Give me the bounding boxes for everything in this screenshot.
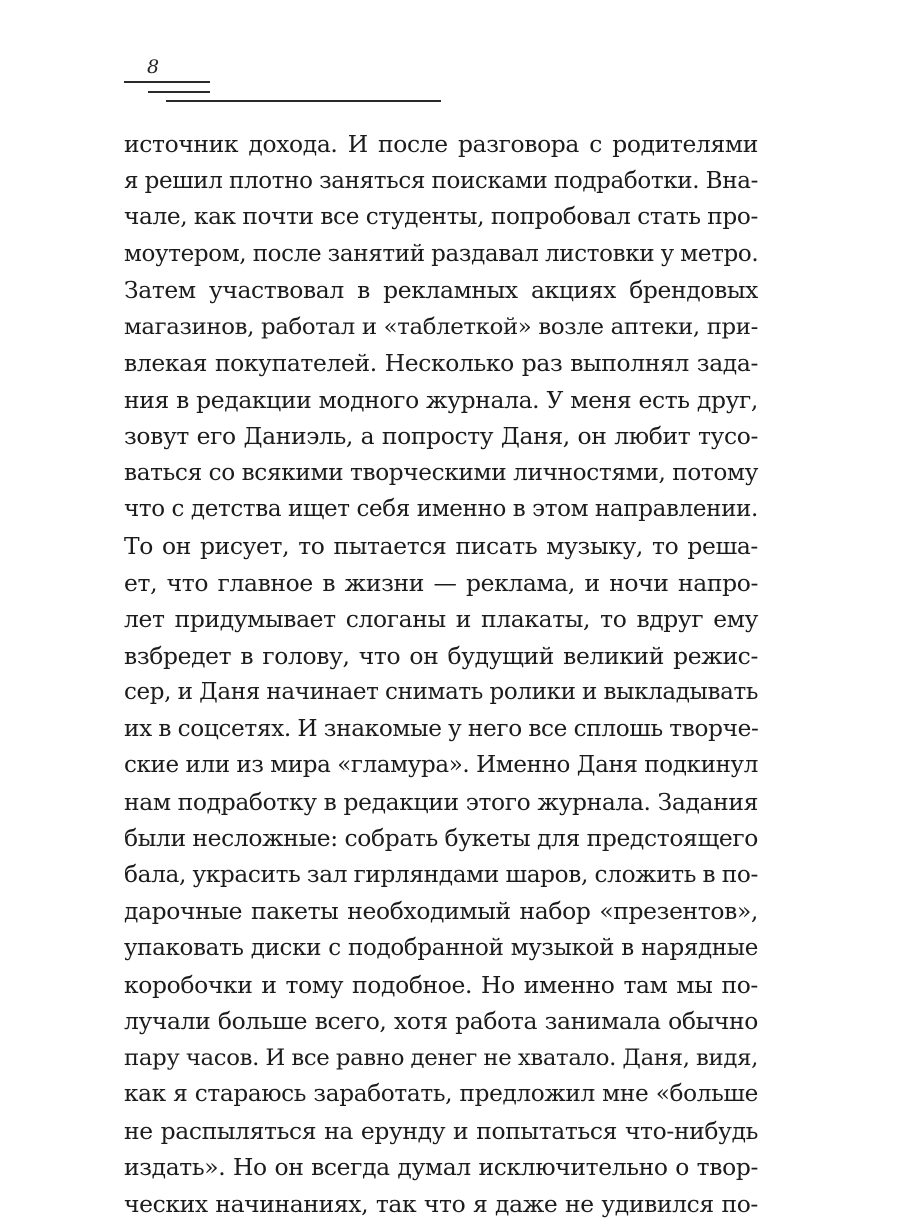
text-line: коробочки и тому подобное. Но именно там мы по- (124, 970, 758, 999)
text-line: ческих начинаниях, так что я даже не удивился по- (124, 1189, 758, 1218)
text-line: ваться со всякими творческими личностями, потому (124, 458, 758, 486)
text-line: что с детства ищет себя именно в этом направлении. (124, 496, 758, 523)
text-line: моутером, после занятий раздавал листовки у метро. (124, 240, 759, 267)
header-rule-bottom (166, 100, 441, 102)
text-line: я решил плотно заняться поисками подработки. Вна- (124, 167, 758, 194)
body-text (124, 126, 758, 1222)
text-line: их в соцсетях. И знакомые у него все сплошь творче- (124, 714, 759, 742)
text-line: дарочные пакеты необходимый набор «презентов», (124, 897, 758, 926)
header-rule-middle (148, 91, 210, 93)
text-line: источник дохода. И после разговора с родителями (124, 130, 758, 158)
text-line: пару часов. И все равно денег не хватало. Даня, видя, (124, 1044, 758, 1071)
text-line: влекая покупателей. Несколько раз выполнял зада- (124, 349, 758, 378)
header-rule-top (124, 81, 210, 83)
text-line: не распыляться на ерунду и попытаться что-нибудь (124, 1116, 758, 1145)
text-line: магазинов, работал и «таблеткой» возле аптеки, при- (124, 313, 758, 340)
text-line: бала, украсить зал гирляндами шаров, сложить в по- (124, 860, 758, 888)
text-line: лучали больше всего, хотя работа занимала обычно (124, 1007, 758, 1036)
text-line: упаковать диски с подобранной музыкой в нарядные (124, 935, 758, 962)
text-line: зовут его Даниэль, а попросту Даня, он любит тусо- (124, 422, 758, 451)
text-line: как я стараюсь заработать, предложил мне «больше (124, 1080, 758, 1108)
text-line: ские или из мира «гламура». Именно Даня подкинул (124, 752, 758, 779)
text-line: лет придумывает слоганы и плакаты, то вдруг ему (124, 605, 758, 634)
text-line: Затем участвовал в рекламных акциях брендовых (124, 276, 758, 305)
page-number: 8 (147, 56, 160, 78)
text-line: нам подработку в редакции этого журнала. Задания (124, 787, 758, 816)
text-line: чале, как почти все студенты, попробовал стать про- (124, 203, 758, 231)
text-line: ния в редакции модного журнала. У меня есть друг, (124, 385, 758, 414)
text-line: То он рисует, то пытается писать музыку, то реша- (124, 532, 758, 561)
text-line: сер, и Даня начинает снимать ролики и выкладывать (124, 679, 758, 706)
text-line: издать». Но он всегда думал исключительно о твор- (124, 1153, 758, 1182)
text-line: были несложные: собрать букеты для предстоящего (124, 824, 758, 853)
text-line: взбредет в голову, что он будущий великий режис- (124, 641, 758, 670)
text-line: ет, что главное в жизни — реклама, и ночи напро- (124, 568, 758, 597)
